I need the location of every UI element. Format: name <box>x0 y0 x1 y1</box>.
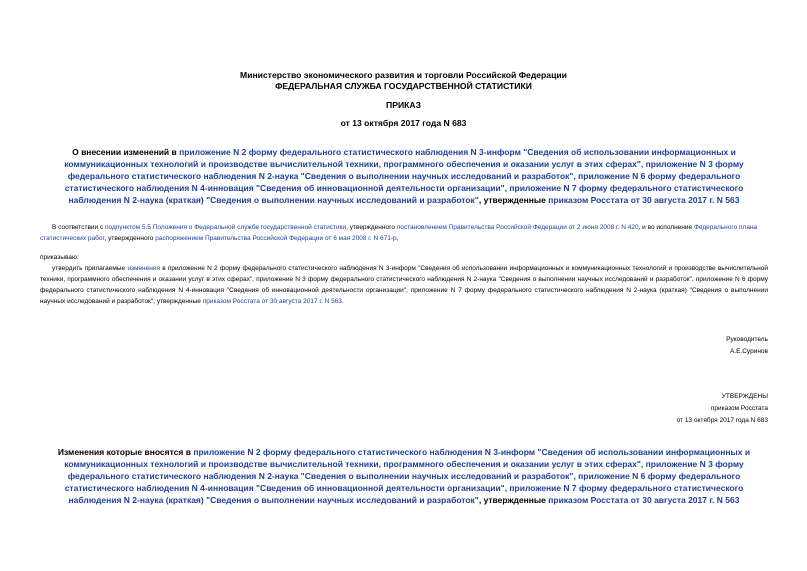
order-link-order-563[interactable]: приказом Росстата от 30 августа 2017 г. N 563 <box>202 298 342 305</box>
preamble-text: , <box>396 235 399 242</box>
preamble-link-federal-plan[interactable]: Федерального плана статистических работ <box>40 224 758 242</box>
approval-approved: УТВЕРЖДЕНЫ <box>721 393 768 400</box>
order-word: приказываю: <box>40 254 79 261</box>
order-paragraph <box>40 263 768 307</box>
preamble-text: В соответствии с <box>52 224 106 231</box>
order-text: . <box>341 298 344 305</box>
changes-title-link-appendices[interactable]: приложение N 2 форму федерального статистического наблюдения N 3-информ "Сведения об использовании информационных и коммуникационных технологий и производстве вычислительной техники, программного обеспечения и оказании услуг в этих сферах", приложение N 3 форму федерального статистического наблюдения N 2-наука "Сведения о выполнении научных исследований и разработок", приложение N 6 форму федерального статистического наблюдения N 4-инновация "Сведения об инновационной деятельности организации", приложение N 7 форму федерального статистического наблюдения N 2-наука (краткая) "Сведения о выполнении научных исследований и разработок" <box>64 447 751 505</box>
order-text: утвердить прилагаемые <box>52 265 128 272</box>
preamble-link-order-671[interactable]: распоряжением Правительства Российской Федерации от 6 мая 2008 г. N 671-р <box>155 235 397 242</box>
order-text: в приложение N 2 форму федерального статистического наблюдения N 3-информ "Сведения об использовании информационных и коммуникационных технологий и производстве вычислительной техники, программного обеспечения и оказании услуг в этих сферах", приложение N 3 форму федерального статистического наблюдения N 2-наука "Сведения о выполнении научных исследований и разработок", приложение N 6 форму федерального статистического наблюдения N 4-инновация "Сведения об инновационной деятельности организации", приложение N 7 форму федерального статистического наблюдения N 2-наука (краткая) "Сведения о выполнении научных исследований и разработок", утвержденные <box>40 265 768 305</box>
changes-title-prefix: Изменения которые вносятся в <box>57 447 194 457</box>
changes-title-link-order-563[interactable]: приказом Росстата от 30 августа 2017 г. N 563 <box>548 495 740 505</box>
signature-role: Руководитель <box>726 336 768 343</box>
doc-date-number: от 13 октября 2017 года N 683 <box>340 118 467 128</box>
changes-title-middle: , утвержденные <box>478 495 549 505</box>
signature-name: А.Е.Суринов <box>729 348 768 355</box>
preamble-link-regulation[interactable]: подпунктом 5.5 Положения о Федеральной службе государственной статистики <box>105 224 347 231</box>
approval-date: от 13 октября 2017 года N 683 <box>676 417 768 424</box>
title-middle: , утвержденные <box>478 195 549 205</box>
order-title <box>44 146 764 206</box>
title-link-appendices[interactable]: приложение N 2 форму федерального статистического наблюдения N 3-информ "Сведения об использовании информационных и коммуникационных технологий и производстве вычислительной техники, программного обеспечения и оказании услуг в этих сферах", приложение N 3 форму федерального статистического наблюдения N 2-наука "Сведения о выполнении научных исследований и разработок", приложение N 6 форму федерального статистического наблюдения N 4-инновация "Сведения об инновационной деятельности организации", приложение N 7 форму федерального статистического наблюдения N 2-наука (краткая) "Сведения о выполнении научных исследований и разработок" <box>64 147 744 205</box>
changes-title <box>44 446 764 506</box>
title-prefix: О внесении изменений в <box>72 147 180 157</box>
ministry-name: Министерство экономического развития и торговли Российской Федерации <box>240 70 567 80</box>
preamble-text: , утвержденного <box>346 224 397 231</box>
preamble-text: , утвержденного <box>104 235 156 242</box>
approval-by: приказом Росстата <box>710 405 768 412</box>
preamble-text: , и во исполнение <box>638 224 694 231</box>
service-name: ФЕДЕРАЛЬНАЯ СЛУЖБА ГОСУДАРСТВЕННОЙ СТАТИСТИКИ <box>275 81 532 91</box>
doc-type: ПРИКАЗ <box>386 100 421 110</box>
preamble <box>40 222 768 244</box>
order-link-changes[interactable]: изменения <box>127 265 160 272</box>
preamble-link-resolution-420[interactable]: постановлением Правительства Российской Федерации от 2 июня 2008 г. N 420 <box>396 224 639 231</box>
title-link-order-563[interactable]: приказом Росстата от 30 августа 2017 г. N 563 <box>548 195 740 205</box>
